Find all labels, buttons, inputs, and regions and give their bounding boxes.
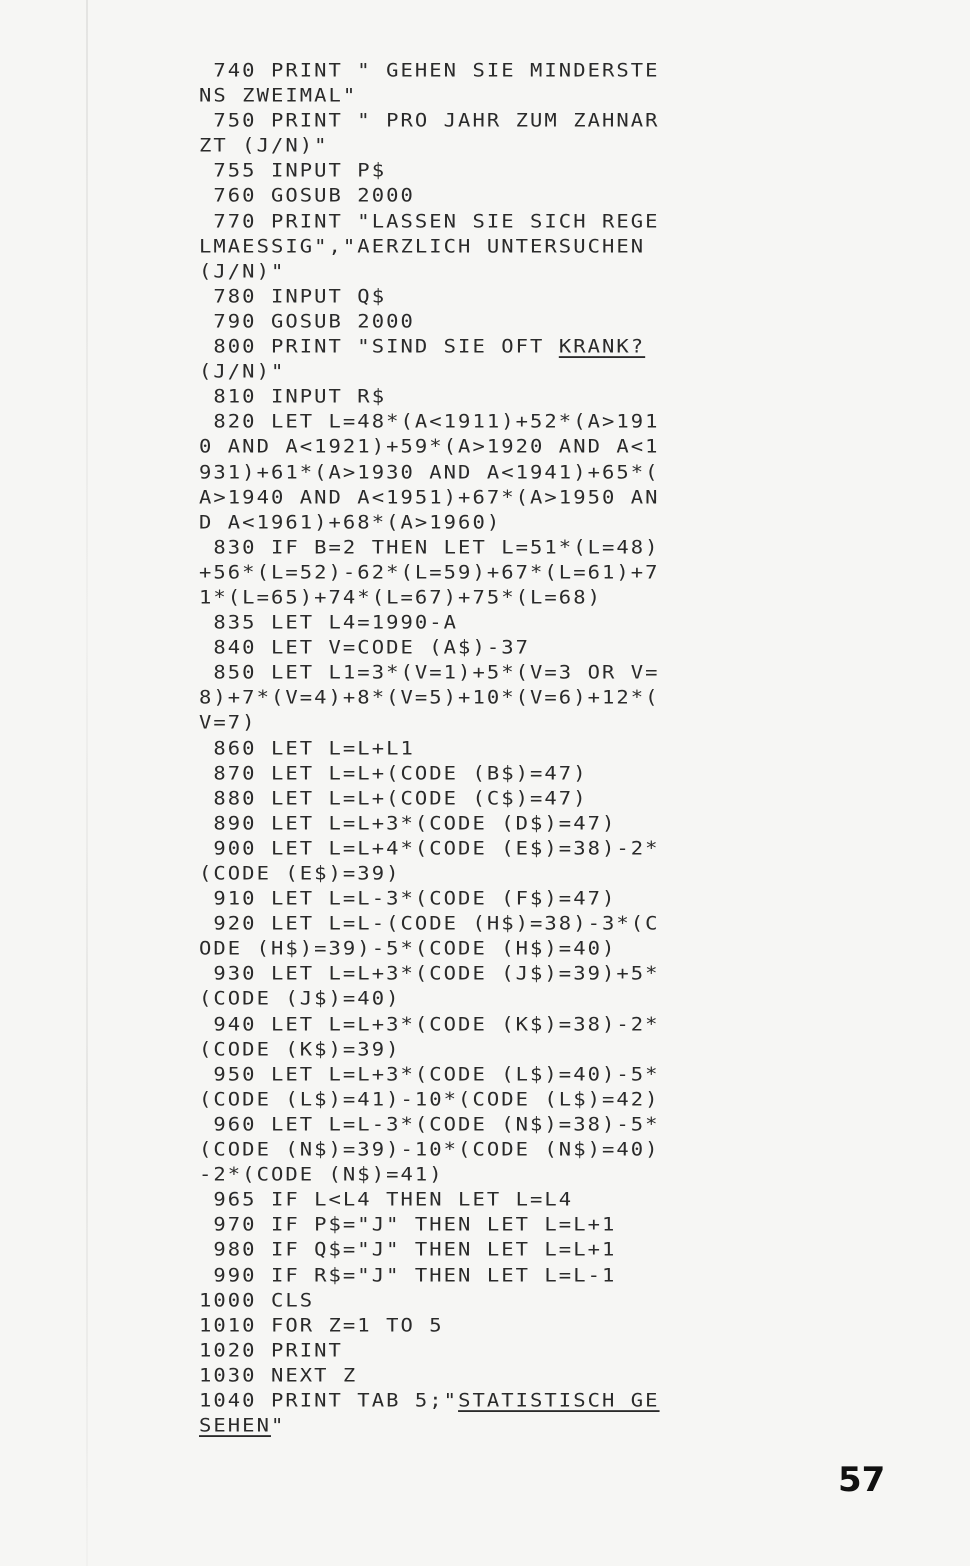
code-line: D A<1961)+68*(A>1960) [199, 510, 502, 533]
code-line: 835 LET L4=1990-A [199, 611, 459, 634]
code-line: 960 LET L=L-3*(CODE (N$)=38)-5* [199, 1112, 660, 1136]
code-line: 910 LET L=L-3*(CODE (F$)=47) [199, 887, 617, 910]
code-line: 950 LET L=L+3*(CODE (L$)=40)-5* [199, 1062, 660, 1085]
code-line: A>1940 AND A<1951)+67*(A>1950 AN [199, 485, 660, 508]
code-line: (CODE (E$)=39) [199, 862, 401, 885]
underlined-text: STATISTISCH GE [458, 1388, 660, 1412]
code-line [199, 1414, 699, 1437]
page-crease [86, 0, 88, 1566]
code-line: 870 LET L=L+(CODE (B$)=47) [199, 761, 588, 784]
code-line: 755 INPUT P$ [199, 159, 387, 182]
code-line: 820 LET L=48*(A<1911)+52*(A>191 [199, 410, 660, 433]
code-line: 1020 PRINT [199, 1338, 343, 1361]
code-line: 780 INPUT Q$ [199, 284, 387, 307]
code-line: 931)+61*(A>1930 AND A<1941)+65*( [199, 460, 660, 483]
code-line: 740 PRINT " GEHEN SIE MINDERSTE [199, 59, 660, 82]
code-line: 0 AND A<1921)+59*(A>1920 AND A<1 [199, 435, 660, 458]
code-line: LMAESSIG","AERZLICH UNTERSUCHEN [199, 234, 646, 257]
code-line: 900 LET L=L+4*(CODE (E$)=38)-2* [199, 836, 660, 859]
code-text: 1040 PRINT TAB 5;" [199, 1388, 459, 1412]
code-line: (J/N)" [199, 259, 286, 282]
code-line: ZT (J/N)" [199, 134, 329, 157]
code-line: V=7) [199, 711, 257, 734]
code-line: 1000 CLS [199, 1288, 315, 1311]
code-line: 790 GOSUB 2000 [199, 309, 415, 333]
code-line: (J/N)" [199, 360, 286, 383]
code-line: 990 IF R$="J" THEN LET L=L-1 [199, 1263, 617, 1286]
code-line: 840 LET V=CODE (A$)-37 [199, 636, 531, 659]
underlined-text: KRANK? [558, 335, 646, 358]
code-line: 890 LET L=L+3*(CODE (D$)=47) [199, 811, 617, 834]
code-line: (CODE (L$)=41)-10*(CODE (L$)=42) [199, 1087, 660, 1110]
code-line: 8)+7*(V=4)+8*(V=5)+10*(V=6)+12*( [199, 686, 660, 709]
code-line: 850 LET L1=3*(V=1)+5*(V=3 OR V= [199, 661, 660, 684]
code-line: (CODE (K$)=39) [199, 1037, 401, 1060]
code-line: 810 INPUT R$ [199, 385, 387, 408]
code-line: (CODE (J$)=40) [199, 987, 401, 1010]
basic-program-listing [199, 58, 699, 1438]
code-line: 1030 NEXT Z [199, 1363, 358, 1386]
code-line: 930 LET L=L+3*(CODE (J$)=39)+5* [199, 962, 660, 985]
code-line [199, 335, 699, 358]
code-line: 770 PRINT "LASSEN SIE SICH REGE [199, 209, 660, 232]
code-line: 920 LET L=L-(CODE (H$)=38)-3*(C [199, 912, 660, 935]
code-line: 830 IF B=2 THEN LET L=51*(L=48) [199, 535, 660, 558]
underlined-text: SEHEN [199, 1414, 271, 1437]
page-number: 57 [838, 1460, 886, 1500]
code-line: 750 PRINT " PRO JAHR ZUM ZAHNAR [199, 109, 660, 132]
code-line: +56*(L=52)-62*(L=59)+67*(L=61)+7 [199, 560, 660, 583]
code-text: 800 PRINT "SIND SIE OFT [199, 335, 559, 358]
code-line: ODE (H$)=39)-5*(CODE (H$)=40) [199, 937, 617, 960]
code-line: 1*(L=65)+74*(L=67)+75*(L=68) [199, 585, 602, 609]
code-line: 980 IF Q$="J" THEN LET L=L+1 [199, 1238, 617, 1261]
code-line: 970 IF P$="J" THEN LET L=L+1 [199, 1213, 617, 1236]
code-line: 860 LET L=L+L1 [199, 736, 415, 759]
code-line: 760 GOSUB 2000 [199, 184, 415, 207]
code-line: 940 LET L=L+3*(CODE (K$)=38)-2* [199, 1012, 660, 1035]
code-line: (CODE (N$)=39)-10*(CODE (N$)=40) [199, 1138, 660, 1161]
code-line: 1010 FOR Z=1 TO 5 [199, 1313, 444, 1336]
code-text: " [270, 1414, 286, 1437]
code-line: 880 LET L=L+(CODE (C$)=47) [199, 786, 588, 809]
code-line: -2*(CODE (N$)=41) [199, 1163, 444, 1186]
code-line: 965 IF L<L4 THEN LET L=L4 [199, 1188, 574, 1211]
code-line: NS ZWEIMAL" [199, 84, 358, 107]
code-line [199, 1389, 699, 1412]
